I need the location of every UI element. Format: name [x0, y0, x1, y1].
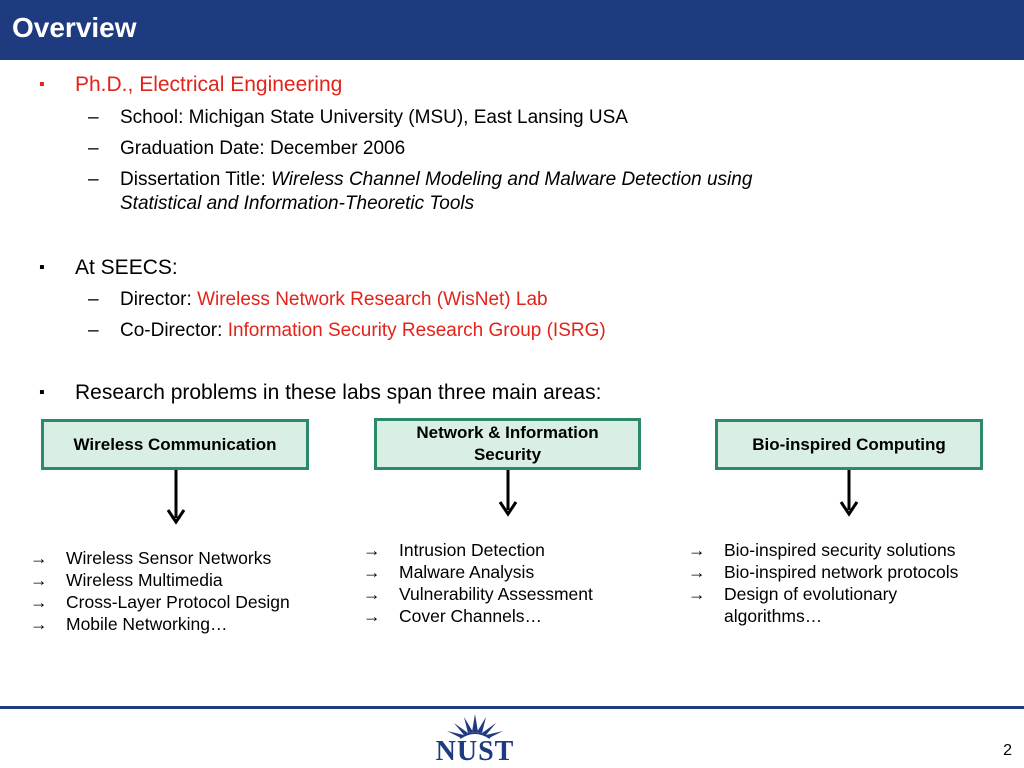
- logo-text: NUST: [435, 736, 515, 767]
- list-bio: [688, 539, 958, 627]
- phd-school-text: School: Michigan State University (MSU), East Lansing USA: [120, 107, 628, 128]
- list-item: → Bio-inspired security solutions: [688, 540, 956, 560]
- area-title-network-security: [416, 422, 598, 466]
- list-item: → Design of evolutionary: [688, 584, 898, 604]
- area-title-wireless: Wireless Communication: [73, 434, 277, 454]
- down-arrow-icon: [839, 470, 859, 522]
- list-item: → Cover Channels…: [363, 606, 542, 626]
- dissertation-label: Dissertation Title:: [120, 169, 271, 190]
- area-title-network-line1: Network & Information: [416, 423, 599, 442]
- footer-divider: [0, 706, 1024, 709]
- bullet-icon: ▪: [39, 259, 45, 276]
- dash-icon: –: [88, 289, 99, 310]
- seecs-director: [88, 288, 548, 312]
- dissertation-title-line1: Wireless Channel Modeling and Malware Detection using: [271, 169, 753, 190]
- page-number: 2: [1003, 742, 1012, 759]
- right-arrow-icon: →: [30, 614, 48, 634]
- bullet-icon: ▪: [39, 384, 45, 401]
- area-title-network-line2: Security: [473, 445, 542, 464]
- area-title-bio: Bio-inspired Computing: [752, 434, 946, 454]
- codirector-value: Information Security Research Group (ISRG): [227, 320, 606, 341]
- dash-icon: –: [88, 169, 99, 190]
- area-box-wireless: [41, 419, 309, 470]
- dissertation-title-line2: Statistical and Information-Theoretic Tools: [120, 193, 475, 214]
- phd-graduation: [88, 137, 406, 161]
- down-arrow-icon: [498, 470, 518, 522]
- director-label: Director:: [120, 289, 198, 310]
- phd-bullet: [39, 72, 343, 98]
- research-bullet: [39, 380, 602, 406]
- dash-icon: –: [88, 320, 99, 341]
- phd-heading: Ph.D., Electrical Engineering: [75, 73, 343, 96]
- phd-school: [88, 106, 628, 130]
- down-arrow-icon: [166, 470, 186, 530]
- right-arrow-icon: →: [363, 584, 381, 604]
- right-arrow-icon: →: [363, 606, 381, 626]
- list-item: → Wireless Multimedia: [30, 570, 223, 590]
- right-arrow-icon: →: [688, 562, 706, 582]
- right-arrow-icon: →: [688, 584, 706, 604]
- seecs-codirector: [88, 319, 606, 343]
- seecs-heading: At SEECS:: [75, 256, 178, 279]
- seecs-bullet: [39, 255, 178, 281]
- phd-dissertation: [88, 168, 753, 216]
- list-item: → Mobile Networking…: [30, 614, 228, 634]
- area-box-bio: [715, 419, 983, 470]
- list-item: → Intrusion Detection: [363, 540, 545, 560]
- area-box-network-security: [374, 418, 641, 470]
- codirector-label: Co-Director:: [120, 320, 228, 341]
- right-arrow-icon: →: [363, 562, 381, 582]
- list-item: → Vulnerability Assessment: [363, 584, 593, 604]
- list-item: → Malware Analysis: [363, 562, 535, 582]
- right-arrow-icon: →: [30, 592, 48, 612]
- bullet-icon: ▪: [39, 76, 45, 93]
- phd-graduation-text: Graduation Date: December 2006: [120, 138, 406, 159]
- list-item: → Bio-inspired network protocols: [688, 562, 959, 582]
- list-wireless: [30, 547, 290, 635]
- right-arrow-icon: →: [363, 540, 381, 560]
- director-value: Wireless Network Research (WisNet) Lab: [197, 289, 548, 310]
- research-heading: Research problems in these labs span three main areas:: [75, 381, 602, 404]
- list-item: algorithms…: [724, 606, 823, 626]
- list-item: → Wireless Sensor Networks: [30, 548, 272, 568]
- list-network-security: [363, 539, 593, 627]
- dash-icon: –: [88, 138, 99, 159]
- dash-icon: –: [88, 107, 99, 128]
- list-item: → Cross-Layer Protocol Design: [30, 592, 290, 612]
- right-arrow-icon: →: [688, 540, 706, 560]
- right-arrow-icon: →: [30, 570, 48, 590]
- slide-title: Overview: [12, 12, 137, 43]
- right-arrow-icon: →: [30, 548, 48, 568]
